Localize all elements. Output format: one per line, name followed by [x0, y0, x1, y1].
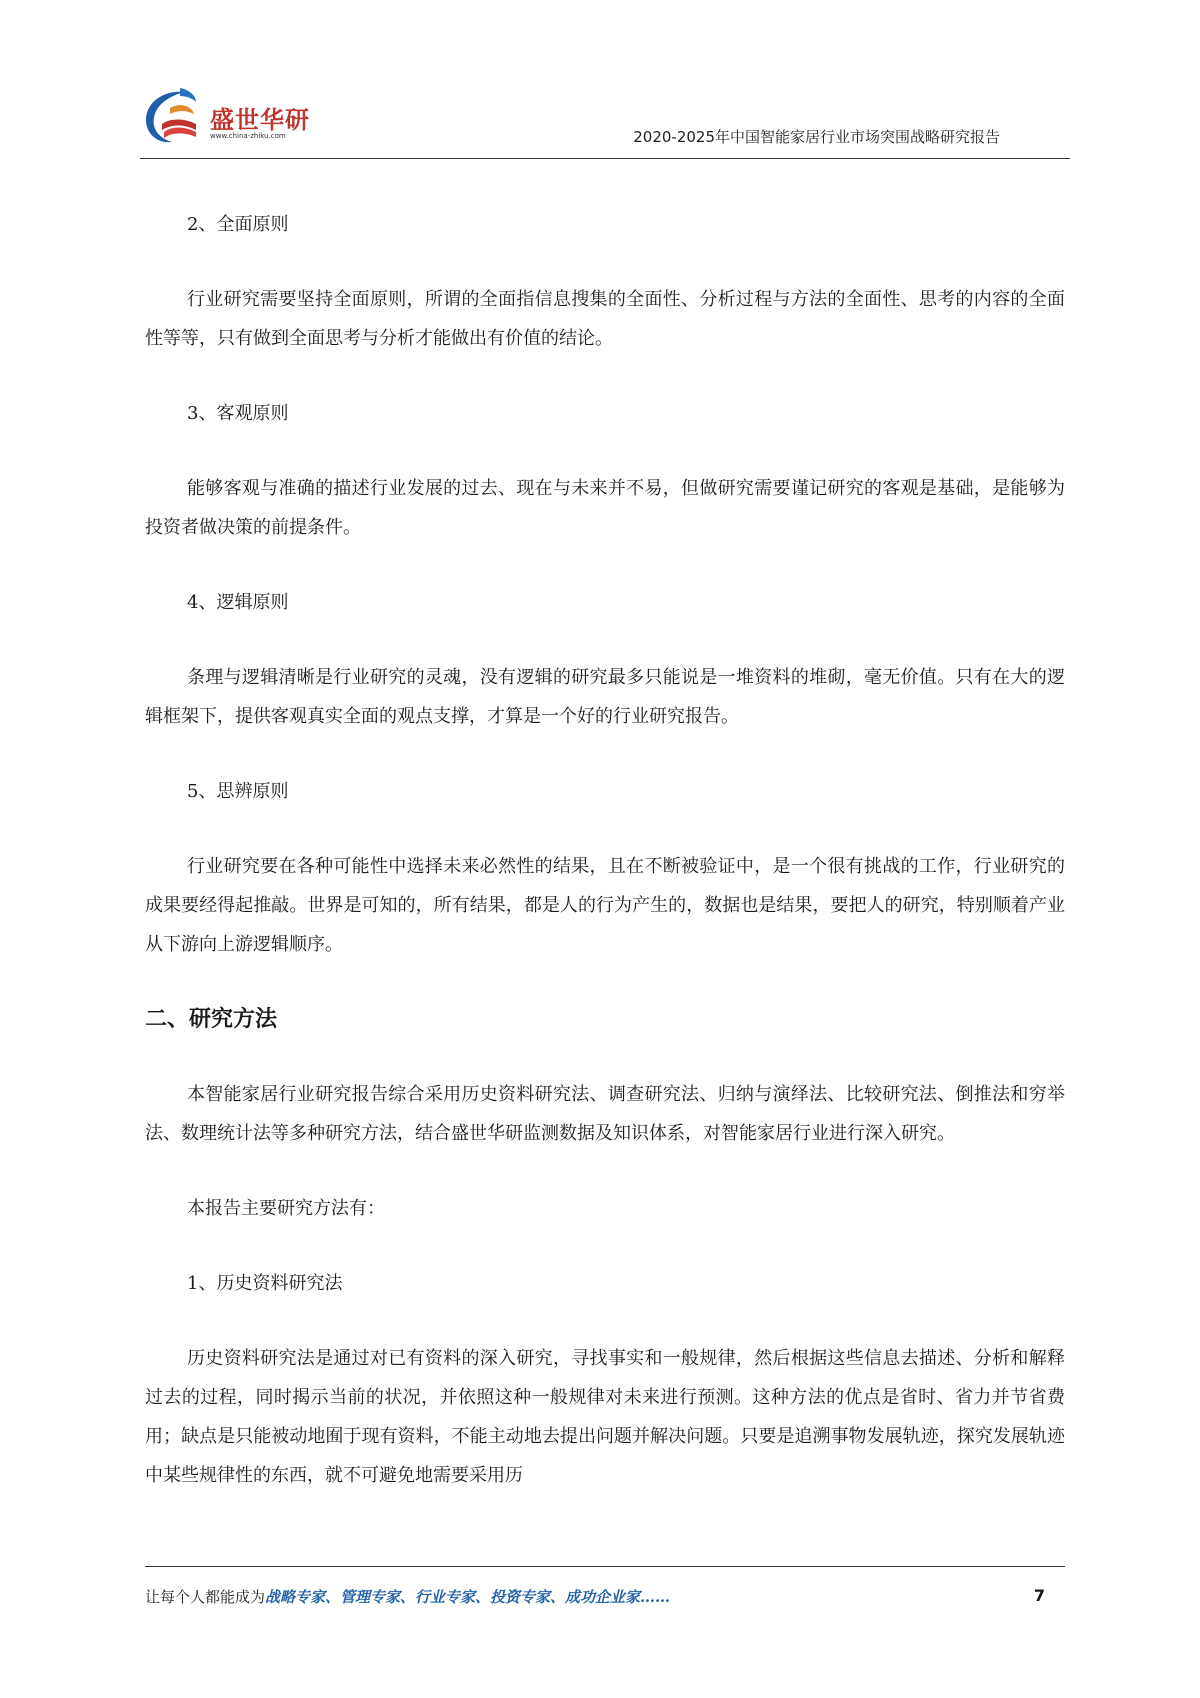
footer-slogan-roles: 战略专家、管理专家、行业专家、投资专家、成功企业家……	[265, 1588, 671, 1606]
principle-heading-dialectic: 5、思辨原则	[187, 781, 289, 802]
page-number: 7	[1033, 1586, 1045, 1605]
brand-name: 盛世华研	[210, 106, 310, 134]
methods-intro: 本智能家居行业研究报告综合采用历史资料研究法、调查研究法、归纳与演绎法、比较研究法、倒推法和穷举法、数理统计法等多种研究方法，结合盛世华研监测数据及知识体系，对智能家居行业进行深入研究。	[145, 1084, 1065, 1144]
principle-text-logic: 条理与逻辑清晰是行业研究的灵魂，没有逻辑的研究最多只能说是一堆资料的堆砌，毫无价值。只有在大的逻辑框架下，提供客观真实全面的观点支撑，才算是一个好的行业研究报告。	[145, 667, 1065, 727]
methods-lead: 本报告主要研究方法有：	[187, 1198, 385, 1219]
principle-heading-comprehensive: 2、全面原则	[187, 214, 289, 235]
principle-heading-objective: 3、客观原则	[187, 403, 289, 424]
brand-url: www.china-zhiku.com	[210, 132, 286, 140]
report-title: 2020-2025年中国智能家居行业市场突围战略研究报告	[633, 128, 1000, 146]
footer-divider	[145, 1566, 1065, 1567]
logo	[140, 80, 320, 150]
principle-text-objective: 能够客观与准确的描述行业发展的过去、现在与未来并不易，但做研究需要谨记研究的客观是基础，是能够为投资者做决策的前提条件。	[145, 478, 1065, 538]
method-text-historical: 历史资料研究法是通过对已有资料的深入研究，寻找事实和一般规律，然后根据这些信息去描述、分析和解释过去的过程，同时揭示当前的状况，并依照这种一般规律对未来进行预测。这种方法的优点是省时、省力并节省费用；缺点是只能被动地囿于现有资料，不能主动地去提出问题并解决问题。只要是追溯事物发展轨迹，探究发展轨迹中某些规律性的东西，就不可避免地需要采用历	[145, 1348, 1065, 1486]
page-footer	[145, 1586, 1065, 1607]
header-divider	[140, 158, 1070, 159]
shengshi-huayan-logo-icon	[140, 84, 204, 148]
principle-heading-logic: 4、逻辑原则	[187, 592, 289, 613]
principle-text-comprehensive: 行业研究需要坚持全面原则，所谓的全面指信息搜集的全面性、分析过程与方法的全面性、思考的内容的全面性等等，只有做到全面思考与分析才能做出有价值的结论。	[145, 289, 1065, 349]
page-header	[140, 80, 1070, 160]
footer-slogan-prefix: 让每个人都能成为	[145, 1588, 266, 1606]
page-content	[145, 205, 1065, 1495]
method-heading-historical: 1、历史资料研究法	[187, 1273, 343, 1294]
principle-text-dialectic: 行业研究要在各种可能性中选择未来必然性的结果，且在不断被验证中，是一个很有挑战的工作，行业研究的成果要经得起推敲。世界是可知的，所有结果，都是人的行为产生的，数据也是结果，要把人的研究，特别顺着产业从下游向上游逻辑顺序。	[145, 856, 1065, 955]
section-title: 二、研究方法	[145, 1007, 278, 1032]
